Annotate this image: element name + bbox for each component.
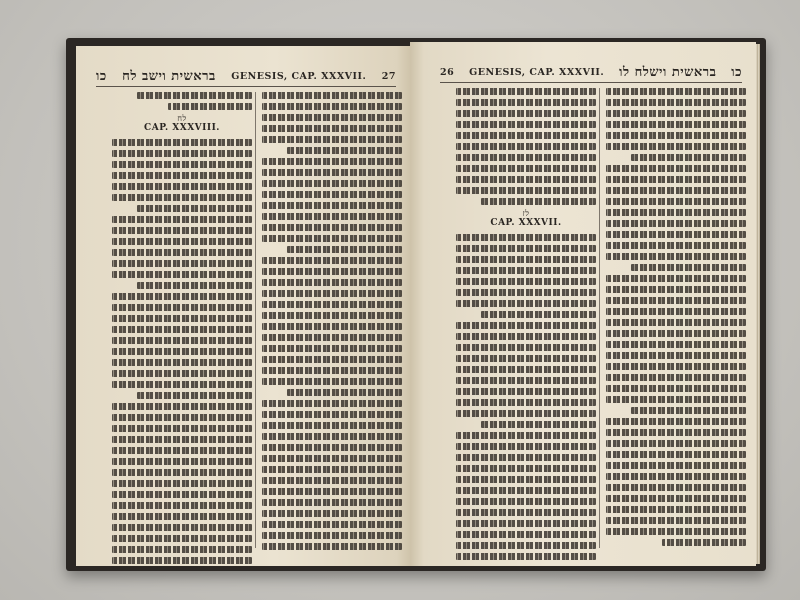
- right-page-number: 26: [440, 66, 455, 78]
- right-title-hebrew: בראשית וישלח לו: [619, 65, 717, 80]
- right-text-block: [440, 88, 742, 548]
- left-title-latin: GENESIS, CAP. XXXVII.: [231, 70, 367, 82]
- left-header-rule: [96, 86, 396, 87]
- left-chapter-label: CAP. XXXVIII.: [144, 123, 220, 133]
- left-page-number: 27: [381, 70, 396, 82]
- left-column-1: [112, 92, 252, 548]
- left-page-header: [96, 68, 396, 84]
- right-page: [410, 42, 756, 566]
- right-chapter-heading: [456, 209, 596, 228]
- right-chapter-label: CAP. XXXVII.: [490, 218, 562, 228]
- right-chapter-hebrew: לז: [522, 209, 530, 218]
- left-chapter-hebrew: לח: [177, 114, 187, 123]
- right-column-divider: [599, 88, 600, 548]
- right-page-header: [440, 64, 742, 80]
- right-column-2: [606, 88, 746, 548]
- right-title-latin: GENESIS, CAP. XXXVII.: [469, 66, 605, 78]
- left-column-2: [262, 92, 402, 548]
- left-column-divider: [255, 92, 256, 548]
- left-folio-hebrew: כו: [96, 69, 107, 84]
- left-chapter-heading: [112, 114, 252, 133]
- left-text-block: [96, 92, 396, 548]
- right-header-rule: [440, 82, 742, 83]
- right-column-1: [456, 88, 596, 548]
- left-title-hebrew: בראשית וישב לח: [122, 69, 216, 84]
- right-folio-hebrew: כו: [731, 65, 742, 80]
- left-page: [76, 46, 410, 566]
